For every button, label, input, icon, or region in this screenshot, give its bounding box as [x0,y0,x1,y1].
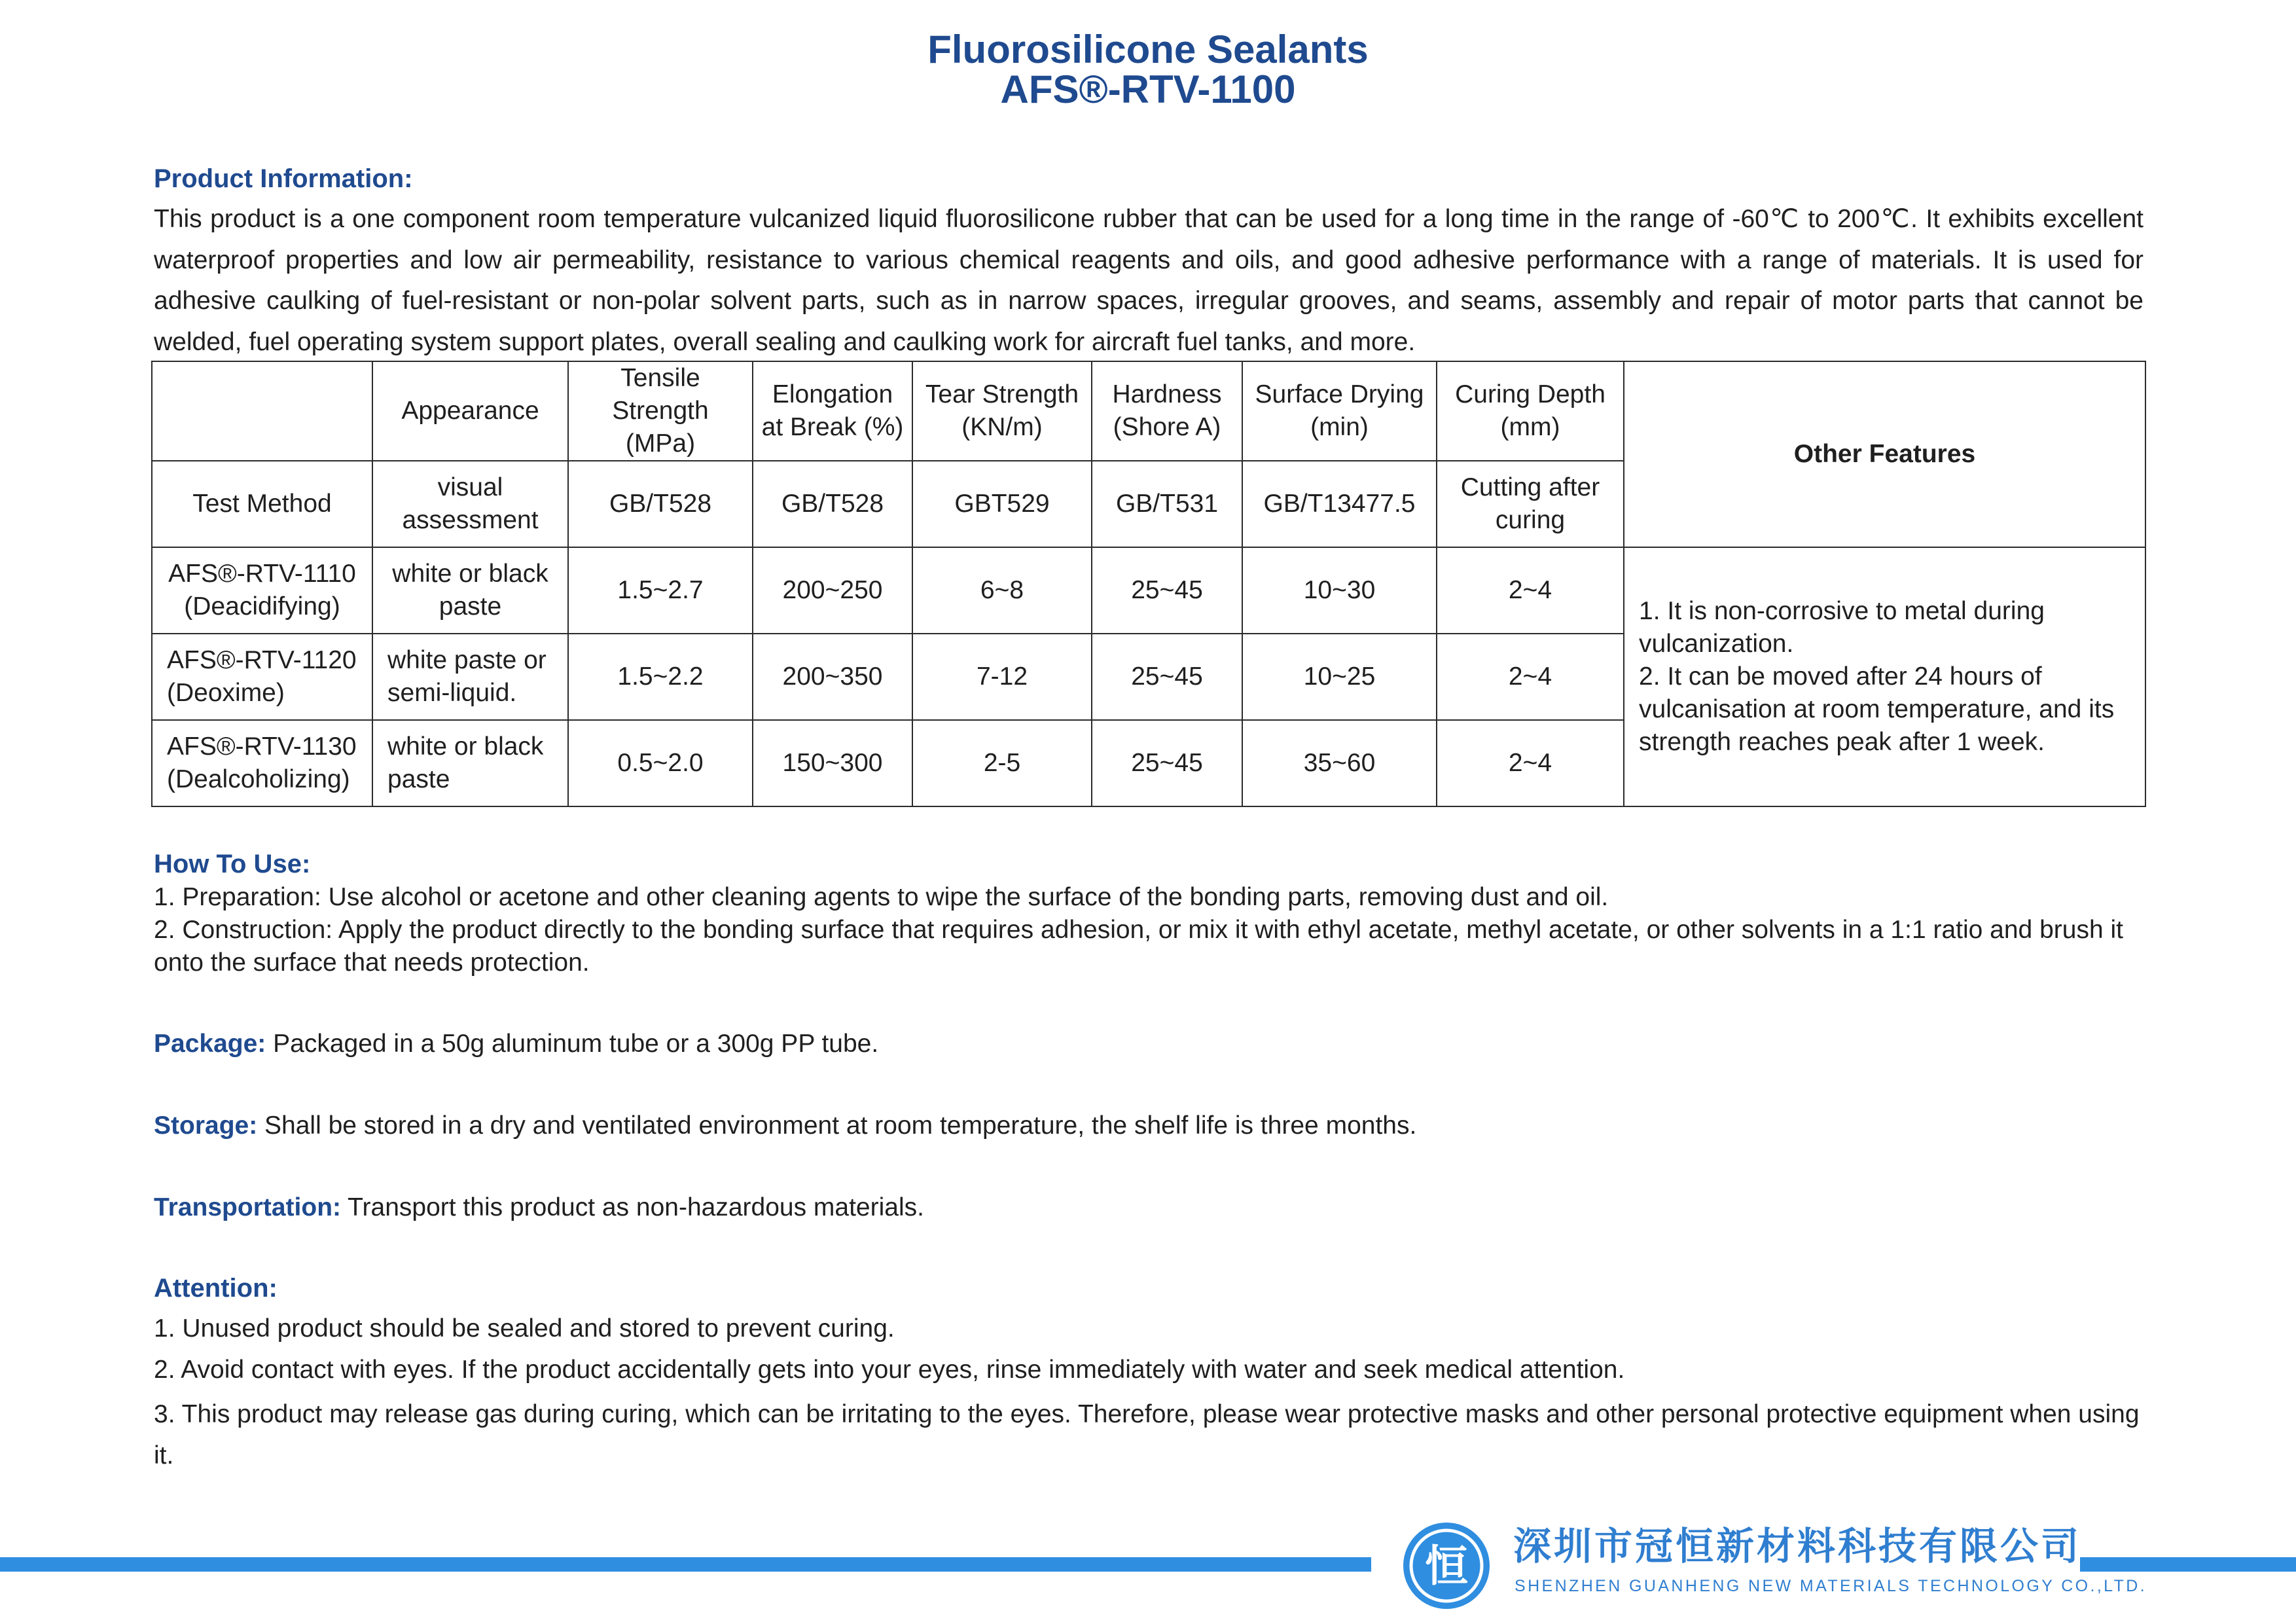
transportation-label: Transportation: [154,1193,342,1221]
transportation-line [154,1191,2144,1224]
storage-line [154,1110,2144,1142]
header-cell-appearance: Appearance [372,361,568,461]
table-cell: 2-5 [912,720,1092,806]
table-cell: 2~4 [1437,720,1624,806]
attention-item: 2. Avoid contact with eyes. If the product accidentally gets into your eyes, rinse immediately with water and seek medical attention. [154,1356,1625,1384]
header-cell-elongation: Elongation at Break (%) [753,361,912,461]
footer-bar-left [0,1557,1371,1572]
table-cell: 200~350 [753,634,912,720]
test-method-cell: GB/T528 [568,461,753,547]
table-cell: white or black paste [372,547,568,634]
table-cell: 10~30 [1242,547,1437,634]
product-code-title: AFS®-RTV-1100 [1000,67,1296,111]
document-title: Fluorosilicone Sealants [927,27,1369,71]
logo-glyph: 恒 [1425,1541,1468,1591]
table-cell: 7-12 [912,634,1092,720]
test-method-cell: Cutting after curing [1437,461,1624,547]
test-method-label: Test Method [152,461,372,547]
table-cell: 25~45 [1092,634,1242,720]
header-cell-other-features: Other Features [1624,361,2145,547]
storage-text: Shall be stored in a dry and ventilated environment at room temperature, the shelf life is three months. [257,1111,1417,1140]
footer-bar-right [2080,1557,2296,1572]
package-line [154,1028,2144,1060]
table-cell: white paste or semi-liquid. [372,634,568,720]
storage-label: Storage: [154,1111,258,1140]
product-name-cell: AFS®-RTV-1130 (Dealcoholizing) [152,720,372,806]
table-cell: 25~45 [1092,720,1242,806]
how-to-use-item: 1. Preparation: Use alcohol or acetone and other cleaning agents to wipe the surface of the bonding parts, removing dust and oil. [154,883,1609,911]
header-cell-empty [152,361,372,461]
other-feature-item: 2. It can be moved after 24 hours of vulcanisation at room temperature, and its strength reaches peak after 1 week. [1639,662,2115,756]
product-name-cell: AFS®-RTV-1120 (Deoxime) [152,634,372,720]
product-info-heading: Product Information: [154,164,413,193]
attention-heading: Attention: [154,1274,278,1303]
header-cell-curing-depth: Curing Depth (mm) [1437,361,1624,461]
attention-item: 1. Unused product should be sealed and stored to prevent curing. [154,1314,895,1343]
how-to-use-heading: How To Use: [154,850,311,878]
table-cell: 2~4 [1437,634,1624,720]
attention-item: 3. This product may release gas during curing, which can be irritating to the eyes. Therefore, please wear protective masks and other personal protective equipment when using it. [154,1400,2140,1470]
product-info-body: This product is a one component room temperature vulcanized liquid fluorosilicone rubber that can be used for a long time in the range of -60℃ to 200℃. It exhibits excellent waterproof properties and low air permeability, resistance to various chemical reagents and oils, and good adhesive performance with a range of materials. It is used for adhesive caulking of fuel-resistant or non-polar solvent parts, such as in narrow spaces, irregular grooves, and seams, assembly and repair of motor parts that cannot be welded, fuel operating system support plates, overall sealing and caulking work for aircraft fuel tanks, and more. [154,205,2144,356]
header-cell-hardness: Hardness (Shore A) [1092,361,1242,461]
header-cell-tear: Tear Strength (KN/m) [912,361,1092,461]
table-cell: white or black paste [372,720,568,806]
company-name-cn: 深圳市冠恒新材料科技有限公司 [1513,1524,2082,1568]
test-method-cell: GBT529 [912,461,1092,547]
test-method-cell: visual assessment [372,461,568,547]
header-cell-tensile: Tensile Strength (MPa) [568,361,753,461]
table-cell: 35~60 [1242,720,1437,806]
other-features-cell [1624,547,2145,806]
table-cell: 6~8 [912,547,1092,634]
package-label: Package: [154,1030,266,1058]
table-cell: 10~25 [1242,634,1437,720]
test-method-cell: GB/T528 [753,461,912,547]
test-method-cell: GB/T531 [1092,461,1242,547]
table-row [152,547,2145,634]
company-logo-icon [1401,1520,1492,1612]
table-cell: 2~4 [1437,547,1624,634]
table-cell: 25~45 [1092,547,1242,634]
package-text: Packaged in a 50g aluminum tube or a 300g PP tube. [266,1030,879,1058]
product-name-cell: AFS®-RTV-1110 (Deacidifying) [152,547,372,634]
transportation-text: Transport this product as non-hazardous materials. [341,1193,924,1221]
other-feature-item: 1. It is non-corrosive to metal during vulcanization. [1639,597,2045,658]
table-cell: 1.5~2.2 [568,634,753,720]
table-cell: 200~250 [753,547,912,634]
table-cell: 150~300 [753,720,912,806]
table-cell: 0.5~2.0 [568,720,753,806]
header-cell-surface-drying: Surface Drying (min) [1242,361,1437,461]
table-cell: 1.5~2.7 [568,547,753,634]
table-header-row [152,361,2145,461]
test-method-cell: GB/T13477.5 [1242,461,1437,547]
company-name-en: SHENZHEN GUANHENG NEW MATERIALS TECHNOLOGY CO.,LTD. [1515,1577,2147,1595]
spec-table [151,361,2146,807]
how-to-use-item: 2. Construction: Apply the product directly to the bonding surface that requires adhesion, or mix it with ethyl acetate, methyl acetate, or other solvents in a 1:1 ratio and brush it onto the surface that needs protection. [154,916,2123,977]
